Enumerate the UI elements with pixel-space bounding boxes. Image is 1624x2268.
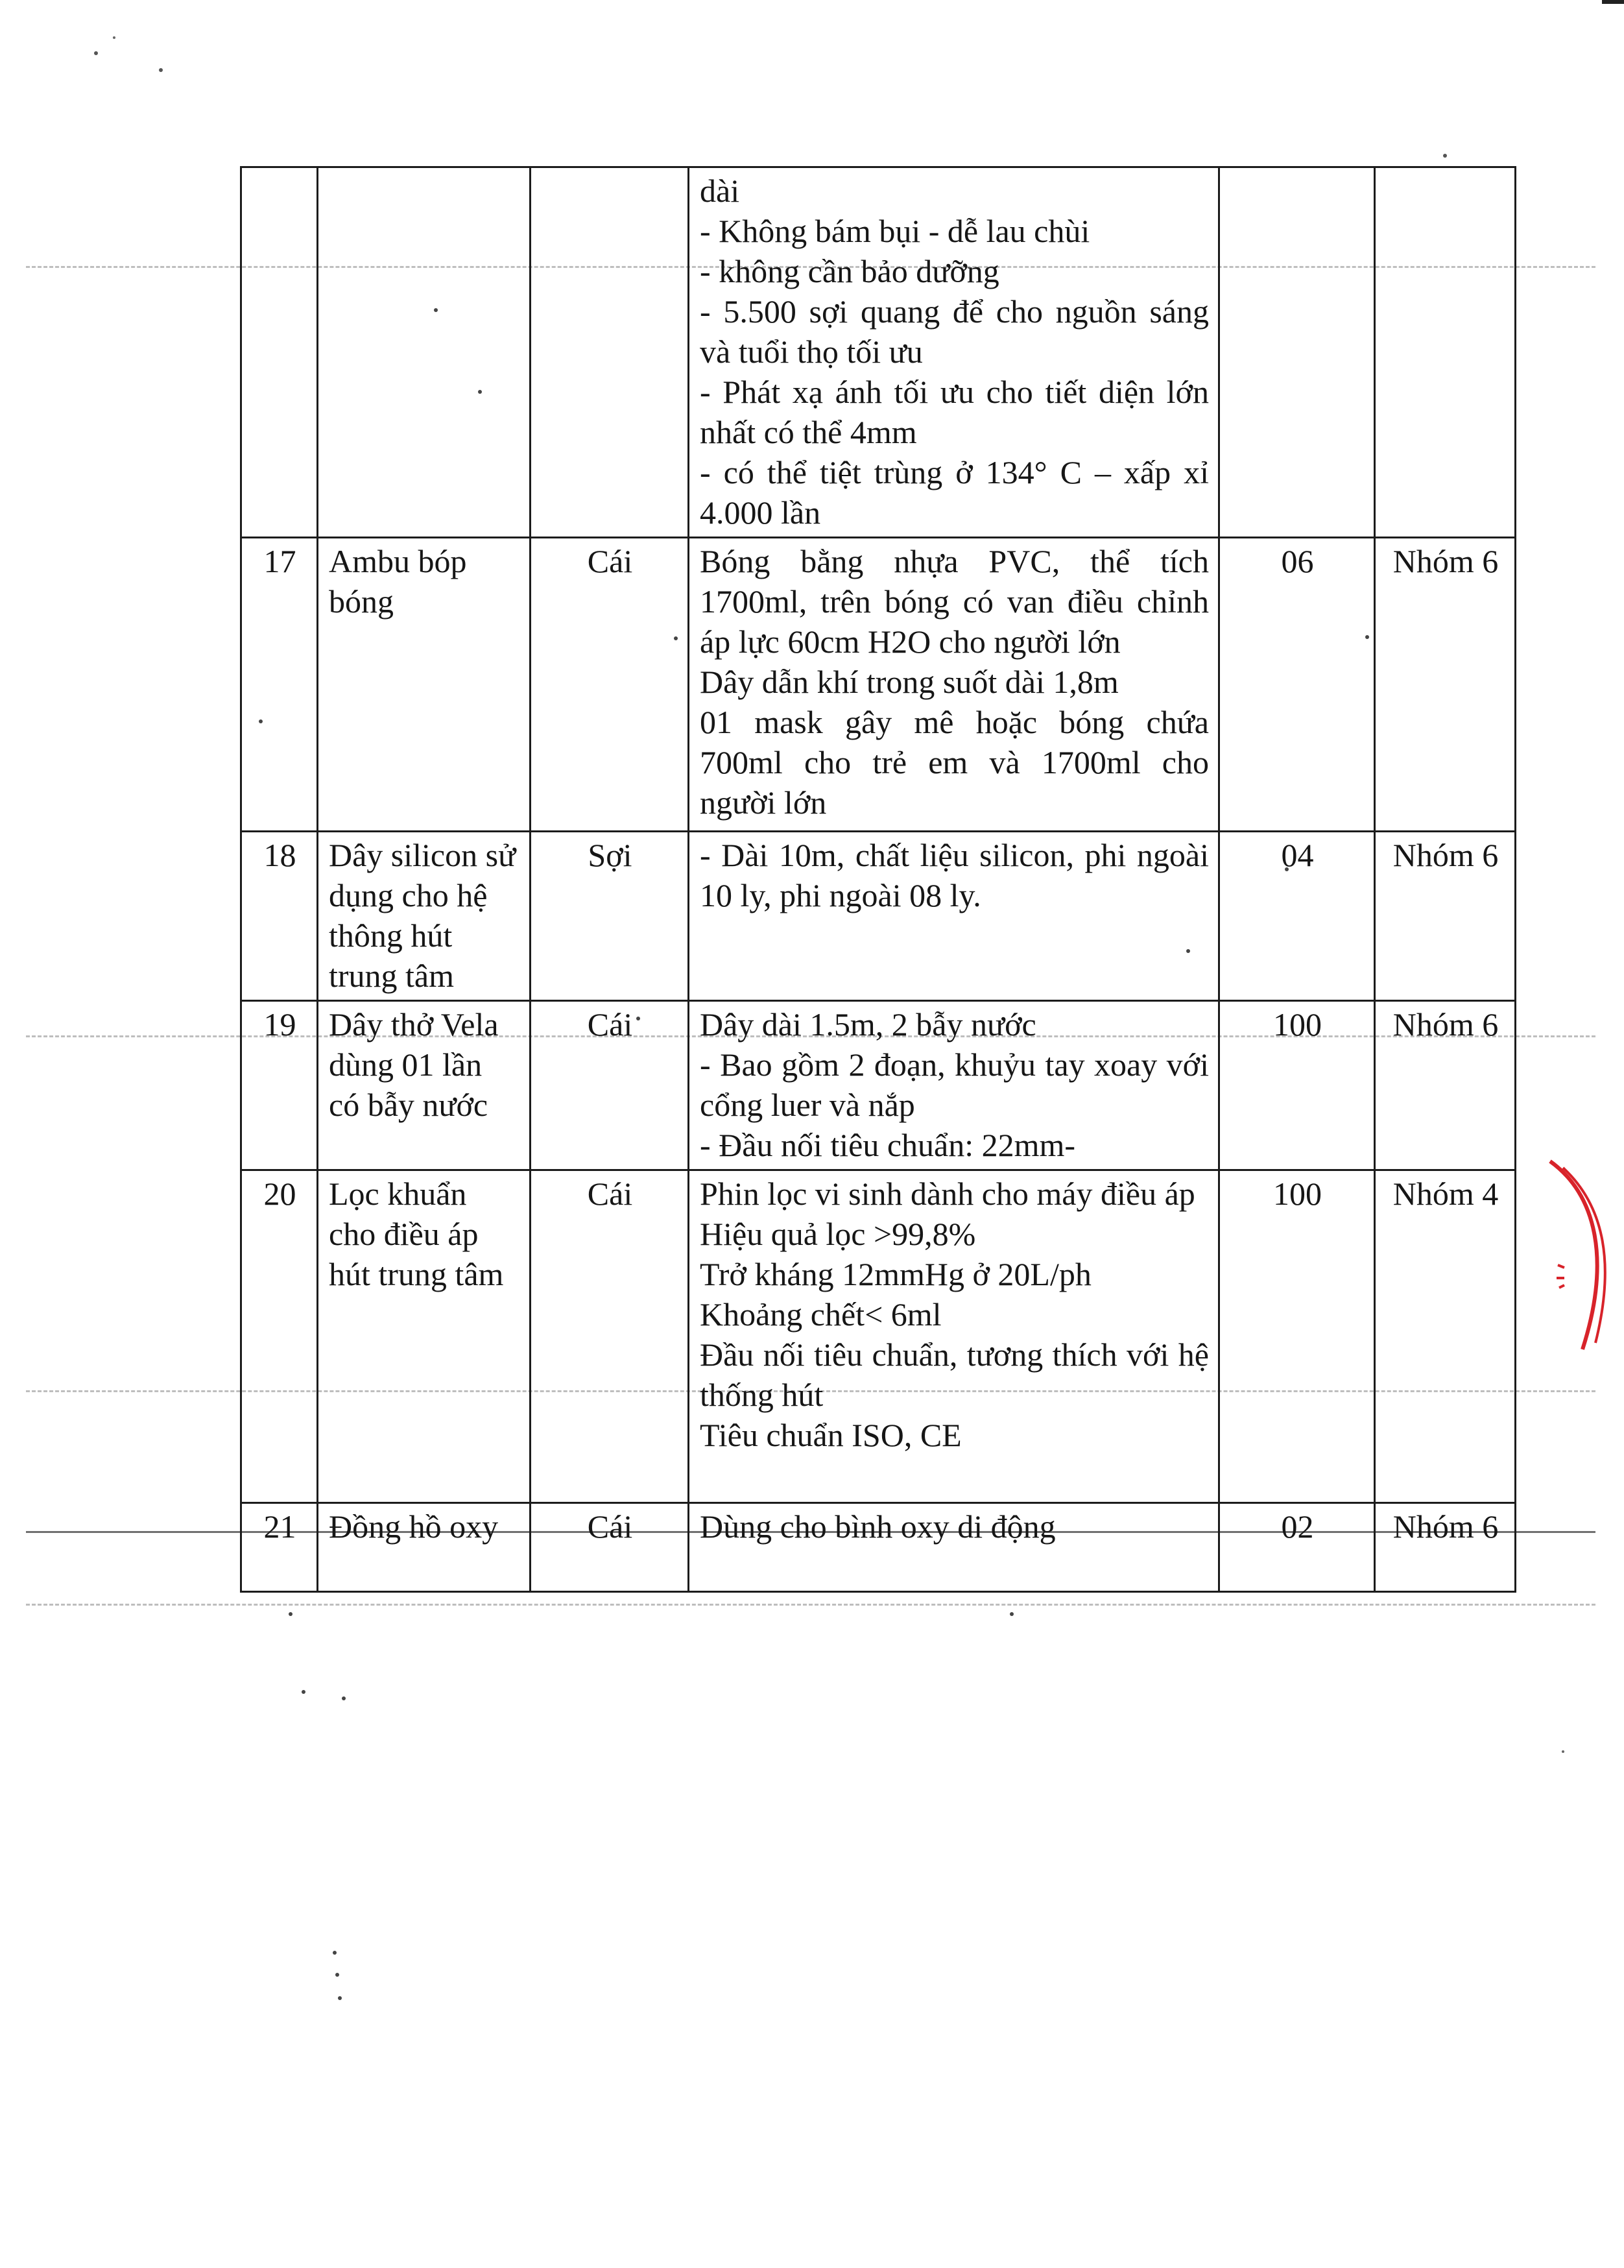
description-line: - Bao gồm 2 đoạn, khuỷu tay xoay với cổng luer và nắp	[700, 1046, 1209, 1123]
description-line: Dây dài 1.5m, 2 bẫy nước	[700, 1006, 1036, 1043]
description-line: Đầu nối tiêu chuẩn, tương thích với hệ thống hút	[700, 1336, 1209, 1413]
item-name	[318, 167, 531, 538]
item-unit: Cái	[531, 1170, 689, 1503]
description-line: Dây dẫn khí trong suốt dài 1,8m	[700, 664, 1119, 700]
item-description	[689, 1503, 1219, 1592]
table-row	[241, 167, 1516, 538]
item-description	[689, 832, 1219, 1001]
item-unit	[531, 167, 689, 538]
description-line: Bóng bằng nhựa PVC, thể tích 1700ml, trên bóng có van điều chỉnh áp lực 60cm H2O cho người lớn	[700, 543, 1209, 660]
item-quantity: 06	[1219, 538, 1375, 832]
row-number	[241, 167, 318, 538]
item-group: Nhóm 6	[1375, 1001, 1516, 1170]
item-group: Nhóm 6	[1375, 1503, 1516, 1592]
item-unit: Sợi	[531, 832, 689, 1001]
item-name: Ambu bóp bóng	[318, 538, 531, 832]
description-line: Phin lọc vi sinh dành cho máy điều áp	[700, 1176, 1195, 1212]
description-line: Khoảng chết< 6ml	[700, 1296, 942, 1333]
table-row	[241, 538, 1516, 832]
row-number: 17	[241, 538, 318, 832]
description-line: - có thể tiệt trùng ở 134° C – xấp xỉ 4.000 lần	[700, 454, 1209, 531]
description-line: - Phát xạ ánh tối ưu cho tiết diện lớn nhất có thể 4mm	[700, 374, 1209, 450]
description-line: - Không bám bụi - dễ lau chùi	[700, 213, 1090, 249]
item-quantity: 04	[1219, 832, 1375, 1001]
row-number: 19	[241, 1001, 318, 1170]
red-seal-stamp	[1544, 1155, 1615, 1362]
item-description	[689, 167, 1219, 538]
item-group	[1375, 167, 1516, 538]
item-group: Nhóm 4	[1375, 1170, 1516, 1503]
item-description	[689, 538, 1219, 832]
description-line: Trở kháng 12mmHg ở 20L/ph	[700, 1256, 1092, 1292]
description-line: 01 mask gây mê hoặc bóng chứa 700ml cho trẻ em và 1700ml cho người lớn	[700, 704, 1209, 821]
description-line: - Dài 10m, chất liệu silicon, phi ngoài 10 ly, phi ngoài 08 ly.	[700, 837, 1209, 913]
item-group: Nhóm 6	[1375, 538, 1516, 832]
table-row	[241, 1001, 1516, 1170]
table-row	[241, 1503, 1516, 1592]
item-name: Dây thở Vela dùng 01 lần có bẫy nước	[318, 1001, 531, 1170]
row-number: 20	[241, 1170, 318, 1503]
item-group: Nhóm 6	[1375, 832, 1516, 1001]
item-name: Dây silicon sử dụng cho hệ thông hút trung tâm	[318, 832, 531, 1001]
row-number: 18	[241, 832, 318, 1001]
description-line: Hiệu quả lọc >99,8%	[700, 1216, 976, 1252]
description-line: - không cần bảo dưỡng	[700, 253, 999, 289]
item-unit: Cái	[531, 1001, 689, 1170]
item-description	[689, 1001, 1219, 1170]
table-row	[241, 1170, 1516, 1503]
item-quantity: 100	[1219, 1001, 1375, 1170]
item-name: Đồng hồ oxy	[318, 1503, 531, 1592]
item-quantity: 02	[1219, 1503, 1375, 1592]
description-line: - Đầu nối tiêu chuẩn: 22mm-	[700, 1127, 1076, 1163]
description-line: dài	[700, 173, 740, 209]
equipment-table	[240, 166, 1516, 1593]
item-quantity: 100	[1219, 1170, 1375, 1503]
description-line: - 5.500 sợi quang để cho nguồn sáng và tuổi thọ tối ưu	[700, 293, 1209, 370]
description-line: Tiêu chuẩn ISO, CE	[700, 1417, 962, 1453]
item-unit: Cái	[531, 1503, 689, 1592]
item-quantity	[1219, 167, 1375, 538]
row-number: 21	[241, 1503, 318, 1592]
item-unit: Cái	[531, 538, 689, 832]
item-description	[689, 1170, 1219, 1503]
item-name: Lọc khuẩn cho điều áp hút trung tâm	[318, 1170, 531, 1503]
description-line: Dùng cho bình oxy di động	[700, 1508, 1056, 1545]
table-row	[241, 832, 1516, 1001]
